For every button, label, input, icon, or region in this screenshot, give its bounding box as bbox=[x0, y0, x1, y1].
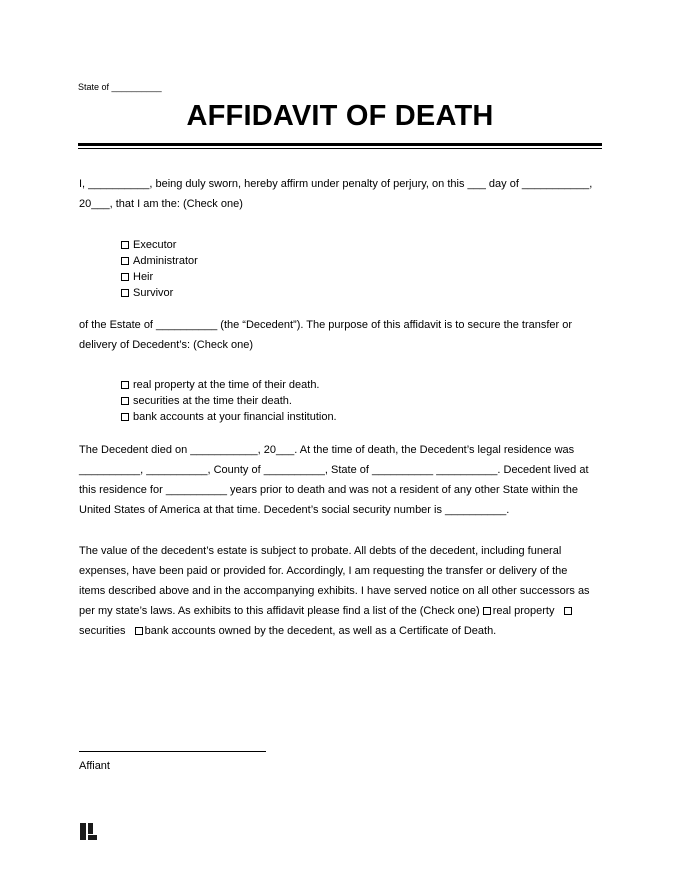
estate-line: delivery of Decedent’s: (Check one) bbox=[79, 339, 254, 351]
exhibit-option-label: securities bbox=[79, 625, 126, 637]
checkbox-icon[interactable] bbox=[135, 627, 143, 635]
asset-option bbox=[121, 409, 337, 425]
asset-checklist bbox=[121, 377, 337, 425]
estate-value-line: expenses, have been paid or provided for. Accordingly, I am requesting the transfer or delivery of the bbox=[79, 565, 568, 577]
exhibit-option-label: bank accounts bbox=[144, 625, 216, 637]
affiant-label: Affiant bbox=[79, 760, 110, 772]
checkbox-icon[interactable] bbox=[564, 607, 572, 615]
estate-line: of the Estate of __________ (the “Decedent”). The purpose of this affidavit is to secure the transfer or bbox=[79, 319, 573, 331]
role-option bbox=[121, 237, 198, 253]
death-line: __________, __________, County of __________, State of __________ __________. Decedent lived at bbox=[79, 464, 589, 476]
role-option-label: Administrator bbox=[133, 255, 198, 267]
checkbox-icon[interactable] bbox=[121, 413, 129, 421]
page-title: AFFIDAVIT OF DEATH bbox=[186, 100, 494, 132]
intro-line: I, __________, being duly sworn, hereby affirm under penalty of perjury, on this ___ day of ___________, bbox=[79, 178, 593, 190]
role-option-label: Executor bbox=[133, 239, 177, 251]
death-line: The Decedent died on ___________, 20___. At the time of death, the Decedent’s legal residence was bbox=[79, 444, 575, 456]
checkbox-icon[interactable] bbox=[483, 607, 491, 615]
intro-line: 20___, that I am the: (Check one) bbox=[79, 198, 243, 210]
legal-templates-logo-icon bbox=[80, 823, 97, 840]
role-option bbox=[121, 253, 198, 269]
checkbox-icon[interactable] bbox=[121, 273, 129, 281]
asset-option-label: real property at the time of their death. bbox=[133, 379, 320, 391]
role-option-label: Heir bbox=[133, 271, 154, 283]
estate-value-line: items described above and in the accompanying exhibits. I have served notice on all other successors as bbox=[79, 585, 590, 597]
role-option-label: Survivor bbox=[133, 287, 174, 299]
role-option bbox=[121, 285, 198, 301]
exhibit-option-label: real property bbox=[492, 605, 555, 617]
estate-value-text: per my state’s laws. As exhibits to this affidavit please find a list of the (Check one) bbox=[79, 605, 483, 617]
asset-option bbox=[121, 377, 337, 393]
estate-value-line: The value of the decedent’s estate is subject to probate. All debts of the decedent, including funeral bbox=[79, 545, 562, 557]
role-checklist bbox=[121, 237, 198, 301]
checkbox-icon[interactable] bbox=[121, 397, 129, 405]
role-option bbox=[121, 269, 198, 285]
asset-option bbox=[121, 393, 337, 409]
checkbox-icon[interactable] bbox=[121, 241, 129, 249]
estate-value-line bbox=[79, 621, 609, 641]
estate-value-line bbox=[79, 601, 609, 621]
state-line: State of __________ bbox=[78, 82, 162, 92]
signature-line[interactable] bbox=[79, 751, 266, 752]
title-divider-thin bbox=[78, 148, 602, 149]
checkbox-icon[interactable] bbox=[121, 381, 129, 389]
asset-option-label: bank accounts at your financial institution. bbox=[133, 411, 337, 423]
death-paragraph bbox=[79, 440, 599, 520]
asset-option-label: securities at the time their death. bbox=[133, 395, 292, 407]
checkbox-icon[interactable] bbox=[121, 289, 129, 297]
estate-paragraph bbox=[79, 315, 599, 355]
death-line: United States of America at that time. Decedent’s social security number is __________. bbox=[79, 504, 510, 516]
intro-paragraph bbox=[79, 174, 599, 214]
death-line: this residence for __________ years prior to death and was not a resident of any other State within the bbox=[79, 484, 578, 496]
estate-value-text: owned by the decedent, as well as a Certificate of Death. bbox=[215, 625, 497, 637]
estate-value-paragraph bbox=[79, 541, 609, 641]
checkbox-icon[interactable] bbox=[121, 257, 129, 265]
title-divider-thick bbox=[78, 143, 602, 146]
